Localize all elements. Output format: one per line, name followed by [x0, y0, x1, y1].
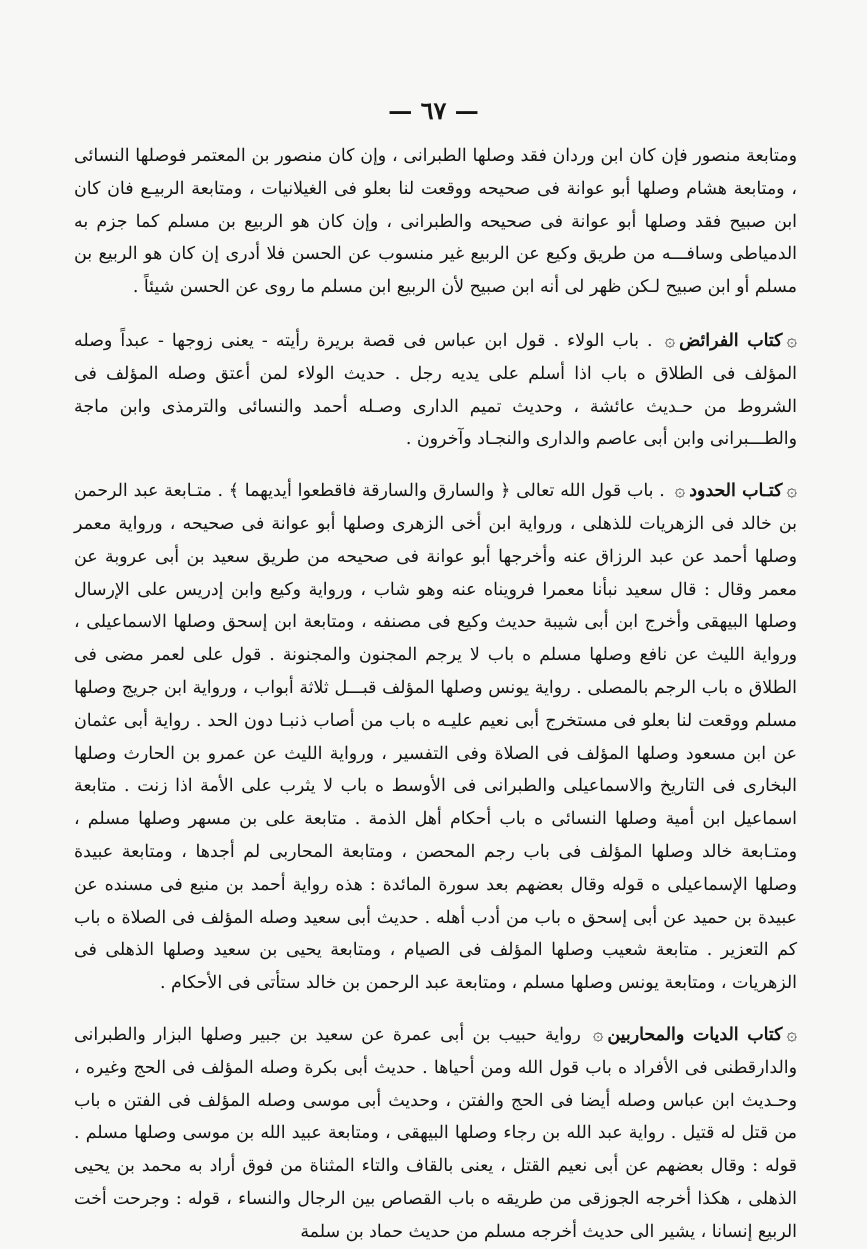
ornament-icon: ۞	[664, 329, 676, 351]
paragraph-inheritance-text: . باب الولاء . قول ابن عباس فی قصة بريرة رأيته - يعنی زوجها - عبداً وصله المؤلف فی الطلاق ه باب اذا أسلم علی يديه رجل . حديث الولاء لمن أعتق وصله المؤلف فی الشروط من حـديث عائشة ، وحديث تميم الداری وصـله أحمد والنسائی والترمذی وابن ماجة والطـــبرانی وابن أبی عاصم والداری والنجـاد وآخرون .	[74, 330, 797, 450]
ornament-icon: ۞	[786, 480, 797, 502]
paragraph-1	[74, 140, 797, 304]
ornament-icon: ۞	[786, 329, 797, 351]
page-body	[74, 140, 797, 1249]
paragraph-hudud-text: . باب قول الله تعالی ﴿ والسارق والسارقة فاقطعوا أيديهما ﴾ . متـابعة عبد الرحمن بن خالد فی الزهريات للذهلی ، ورواية ابن أخی الزهری وصلها أبو عوانة فی صحيحه ، ورواية معمر وصلها أحمد عن عبد الرزاق عنه وأخرجها أبو عوانة فی صحيحه من طريق سعيد بن أبی عروبة عن معمر وقال : قال سعيد نبأنا معمرا فرويناه عنه وهو شاب ، ورواية وكيع وابن إدريس علی الإرسال وصلها البيهقی وأخرج ابن أبی شيبة حديث وكيع فی مصنفه ، ومتابعة ابن إسحق وصلها الاسماعيلی ، ورواية الليث عن نافع وصلها مسلم ه باب لا يرجم المجنون والمجنونة . قول علی لعمر مضی فی الطلاق ه باب الرجم بالمصلی . رواية يونس وصلها المؤلف قبـــل ثلاثة أبواب ، ورواية ابن جريج وصلها مسلم ووقعت لنا بعلو فی مستخرج أبی نعيم عليـه ه باب من أصاب ذنبـا دون الحد . رواية أبی عثمان عن ابن مسعود وصلها المؤلف فی الصلاة وفی التفسير ، ورواية الليث عن عمرو بن الحارث وصلها البخاری فی التاريخ والاسماعيلی والطبرانی فی الأوسط ه باب لا يثرب علی الأمة اذا زنت . متابعة اسماعيل ابن أمية وصلها النسائی ه باب أحكام أهل الذمة . متابعة علی بن مسهر وصلها مسلم ، ومتـابعة خالد وصلها المؤلف فی باب رجم المحصن ، ومتابعة المحاربی لم أجدها ، ومتابعة عبيدة وصلها الإسماعيلی ه قوله وقال بعضهم بعد سورة المائدة : هذه رواية أحمد بن منيع فی مسنده عن عبيدة بن حميد عن أبی إسحق ه باب من أدب أهله . حديث أبی سعيد وصله المؤلف فی الصلاة ه باب كم التعزير . متابعة شعيب وصلها المؤلف فی الصيام ، ومتابعة يحيی بن سعيد وصلها الذهلی فی الزهريات ، ومتابعة يونس وصلها مسلم ، ومتابعة عبد الرحمن بن خالد ستأتی فی الأحكام .	[74, 481, 797, 994]
ornament-icon: ۞	[592, 1023, 604, 1045]
chapter-heading-inheritance: كتاب الفرائض	[679, 330, 783, 351]
chapter-heading-hudud: كتـاب الحدود	[689, 481, 783, 502]
paragraph-inheritance	[74, 325, 797, 456]
chapter-heading-diyat: كتاب الديات والمحاربين	[607, 1024, 783, 1045]
ornament-icon: ۞	[674, 480, 686, 502]
paragraph-diyat	[74, 1019, 797, 1249]
paragraph-hudud	[74, 475, 797, 1000]
paragraph-diyat-text: رواية حبيب بن أبی عمرة عن سعيد بن جبير وصلها البزار والطبرانی والدارقطنی فی الأفراد ه باب قول الله ومن أحياها . حديث أبی بكرة وصله المؤلف فی الحج وغيره ، وحـديث ابن عباس وصله أيضا فی الحج والفتن ، وحديث أبی موسی وصله المؤلف فی الفتن ه باب من قتل له قتيل . رواية عبد الله بن رجاء وصلها البيهقی ، ومتابعة عبيد الله بن موسی وصلها مسلم . قوله : وقال بعضهم عن أبی نعيم القتل ، يعنی بالقاف والتاء المثناة من فوق أراد به محمد بن يحيی الذهلی ، هكذا أخرجه الجوزقی من طريقه ه باب القصاص بين الرجال والنساء ، قوله : وجرحت أخت الربيع إنسانا ، يشير الی حديث أخرجه مسلم من حديث حماد بن سلمة	[74, 1024, 797, 1242]
paragraph-1-text: ومتابعة منصور فإن كان ابن وردان فقد وصلها الطبرانی ، وإن كان منصور بن المعتمر فوصلها النسائی ، ومتابعة هشام وصلها أبو عوانة فی صحيحه ووقعت لنا بعلو فی الغيلانيات ، ومتابعة الربيـع فان كان ابن صبيح فقد وصلها أبو عوانة فی صحيحه والطبرانی ، وإن كان هو الربيع بن مسلم كما جزم به الدمياطی وسافـــه من طريق وكيع عن الربيع غير منسوب عن الحسن فلا أدری إن كان هو الربيع بن مسلم أو ابن صبيح لـكن ظهر لی أنه ابن صبيح لأن الربيع ابن مسلم ما روى عن الحسن شيئاً .	[74, 146, 797, 298]
ornament-icon: ۞	[786, 1023, 797, 1045]
page-number: — ٦٧ —	[388, 96, 479, 125]
